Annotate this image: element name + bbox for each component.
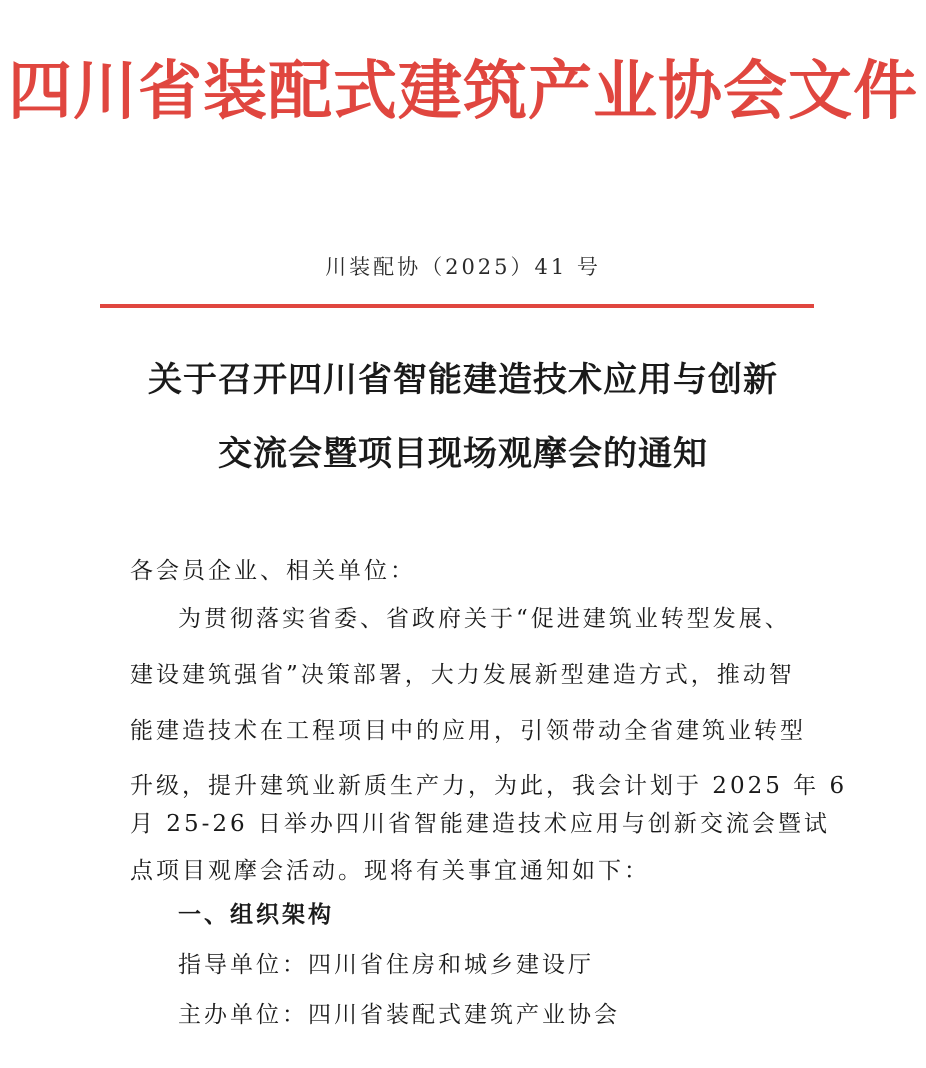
guiding-unit-line: 指导单位：四川省住房和城乡建设厅 [178, 952, 594, 978]
paragraph-line: 升级，提升建筑业新质生产力，为此，我会计划于 2025 年 6 [130, 773, 848, 799]
red-divider-line [100, 304, 814, 308]
notice-title-line-1: 关于召开四川省智能建造技术应用与创新 [148, 360, 778, 400]
paragraph-line: 点项目观摩会活动。现将有关事宜通知如下： [130, 858, 650, 884]
org-header-title: 四川省装配式建筑产业协会文件 [8, 54, 918, 129]
paragraph-line: 月 25-26 日举办四川省智能建造技术应用与创新交流会暨试 [130, 811, 830, 837]
notice-title-line-2: 交流会暨项目现场观摩会的通知 [218, 434, 708, 474]
paragraph-line: 建设建筑强省”决策部署，大力发展新型建造方式，推动智 [130, 662, 795, 688]
section-heading-organization: 一、组织架构 [178, 901, 334, 928]
paragraph-line: 为贯彻落实省委、省政府关于“促进建筑业转型发展、 [178, 606, 791, 632]
host-unit-line: 主办单位：四川省装配式建筑产业协会 [178, 1002, 620, 1028]
paragraph-line: 能建造技术在工程项目中的应用，引领带动全省建筑业转型 [130, 718, 806, 744]
salutation: 各会员企业、相关单位： [130, 558, 416, 584]
document-number: 川装配协（2025）41 号 [325, 255, 601, 279]
